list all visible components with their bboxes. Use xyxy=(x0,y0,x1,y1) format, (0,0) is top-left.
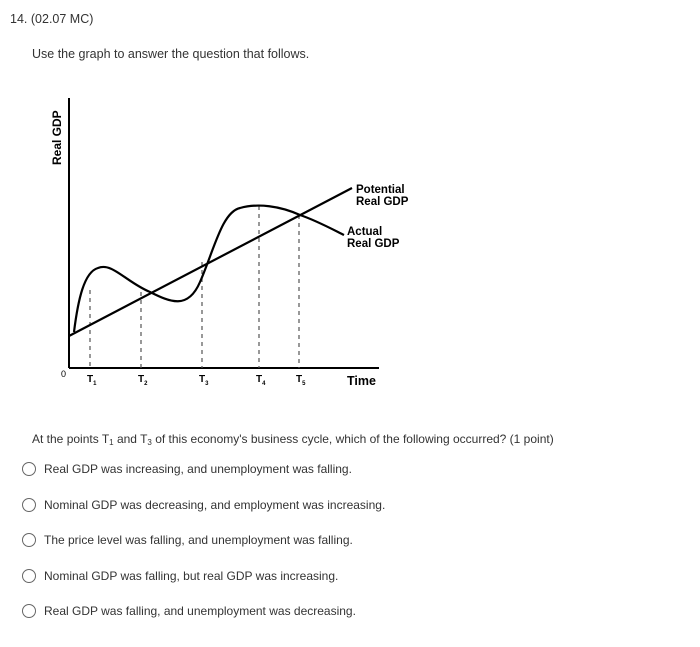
t3-subscript: 3 xyxy=(147,438,152,447)
potential-gdp-line xyxy=(69,188,352,336)
question-code: (02.07 MC) xyxy=(30,12,94,26)
t1-subscript: 1 xyxy=(109,438,114,447)
question-text-part3: of this economy's business cycle, which of the following occurred? (1 point) xyxy=(151,432,554,446)
answer-option-label: Nominal GDP was falling, but real GDP was increasing. xyxy=(44,569,339,583)
x-axis-label: Time xyxy=(347,374,376,388)
origin-label: 0 xyxy=(61,369,67,379)
answer-option-5[interactable] xyxy=(22,604,356,618)
actual-gdp-label-line1: Actual xyxy=(347,226,383,238)
answer-option-label: Real GDP was falling, and unemployment was decreasing. xyxy=(44,604,356,618)
instruction-text: Use the graph to answer the question that follows. xyxy=(32,47,310,61)
tick-label-t1: $T_1$ xyxy=(87,374,97,387)
radio-button[interactable] xyxy=(22,533,36,547)
radio-button[interactable] xyxy=(22,604,36,618)
answer-option-label: Real GDP was increasing, and unemployment was falling. xyxy=(44,462,352,476)
tick-label-t4: $T_4$ xyxy=(256,374,266,387)
y-axis-label: Real GDP xyxy=(50,110,64,165)
answer-option-label: Nominal GDP was decreasing, and employment was increasing. xyxy=(44,498,386,512)
radio-button[interactable] xyxy=(22,498,36,512)
radio-button[interactable] xyxy=(22,569,36,583)
radio-button[interactable] xyxy=(22,462,36,476)
potential-gdp-label-line2: Real GDP xyxy=(356,196,409,208)
tick-label-t3: $T_3$ xyxy=(199,374,209,387)
tick-label-t2: $T_2$ xyxy=(138,374,148,387)
question-text xyxy=(32,432,554,447)
actual-gdp-label-line2: Real GDP xyxy=(347,238,400,250)
answer-option-1[interactable] xyxy=(22,462,352,476)
question-number: 14. xyxy=(10,12,28,26)
question-text-part2: and T xyxy=(113,432,148,446)
answer-option-3[interactable] xyxy=(22,533,353,547)
question-text-part1: At the points T xyxy=(32,432,110,446)
answer-option-2[interactable] xyxy=(22,498,385,512)
answer-option-label: The price level was falling, and unemployment was falling. xyxy=(44,533,353,547)
potential-gdp-label-line1: Potential xyxy=(356,184,405,196)
answer-option-4[interactable] xyxy=(22,569,338,583)
tick-label-t5: $T_5$ xyxy=(296,374,306,387)
